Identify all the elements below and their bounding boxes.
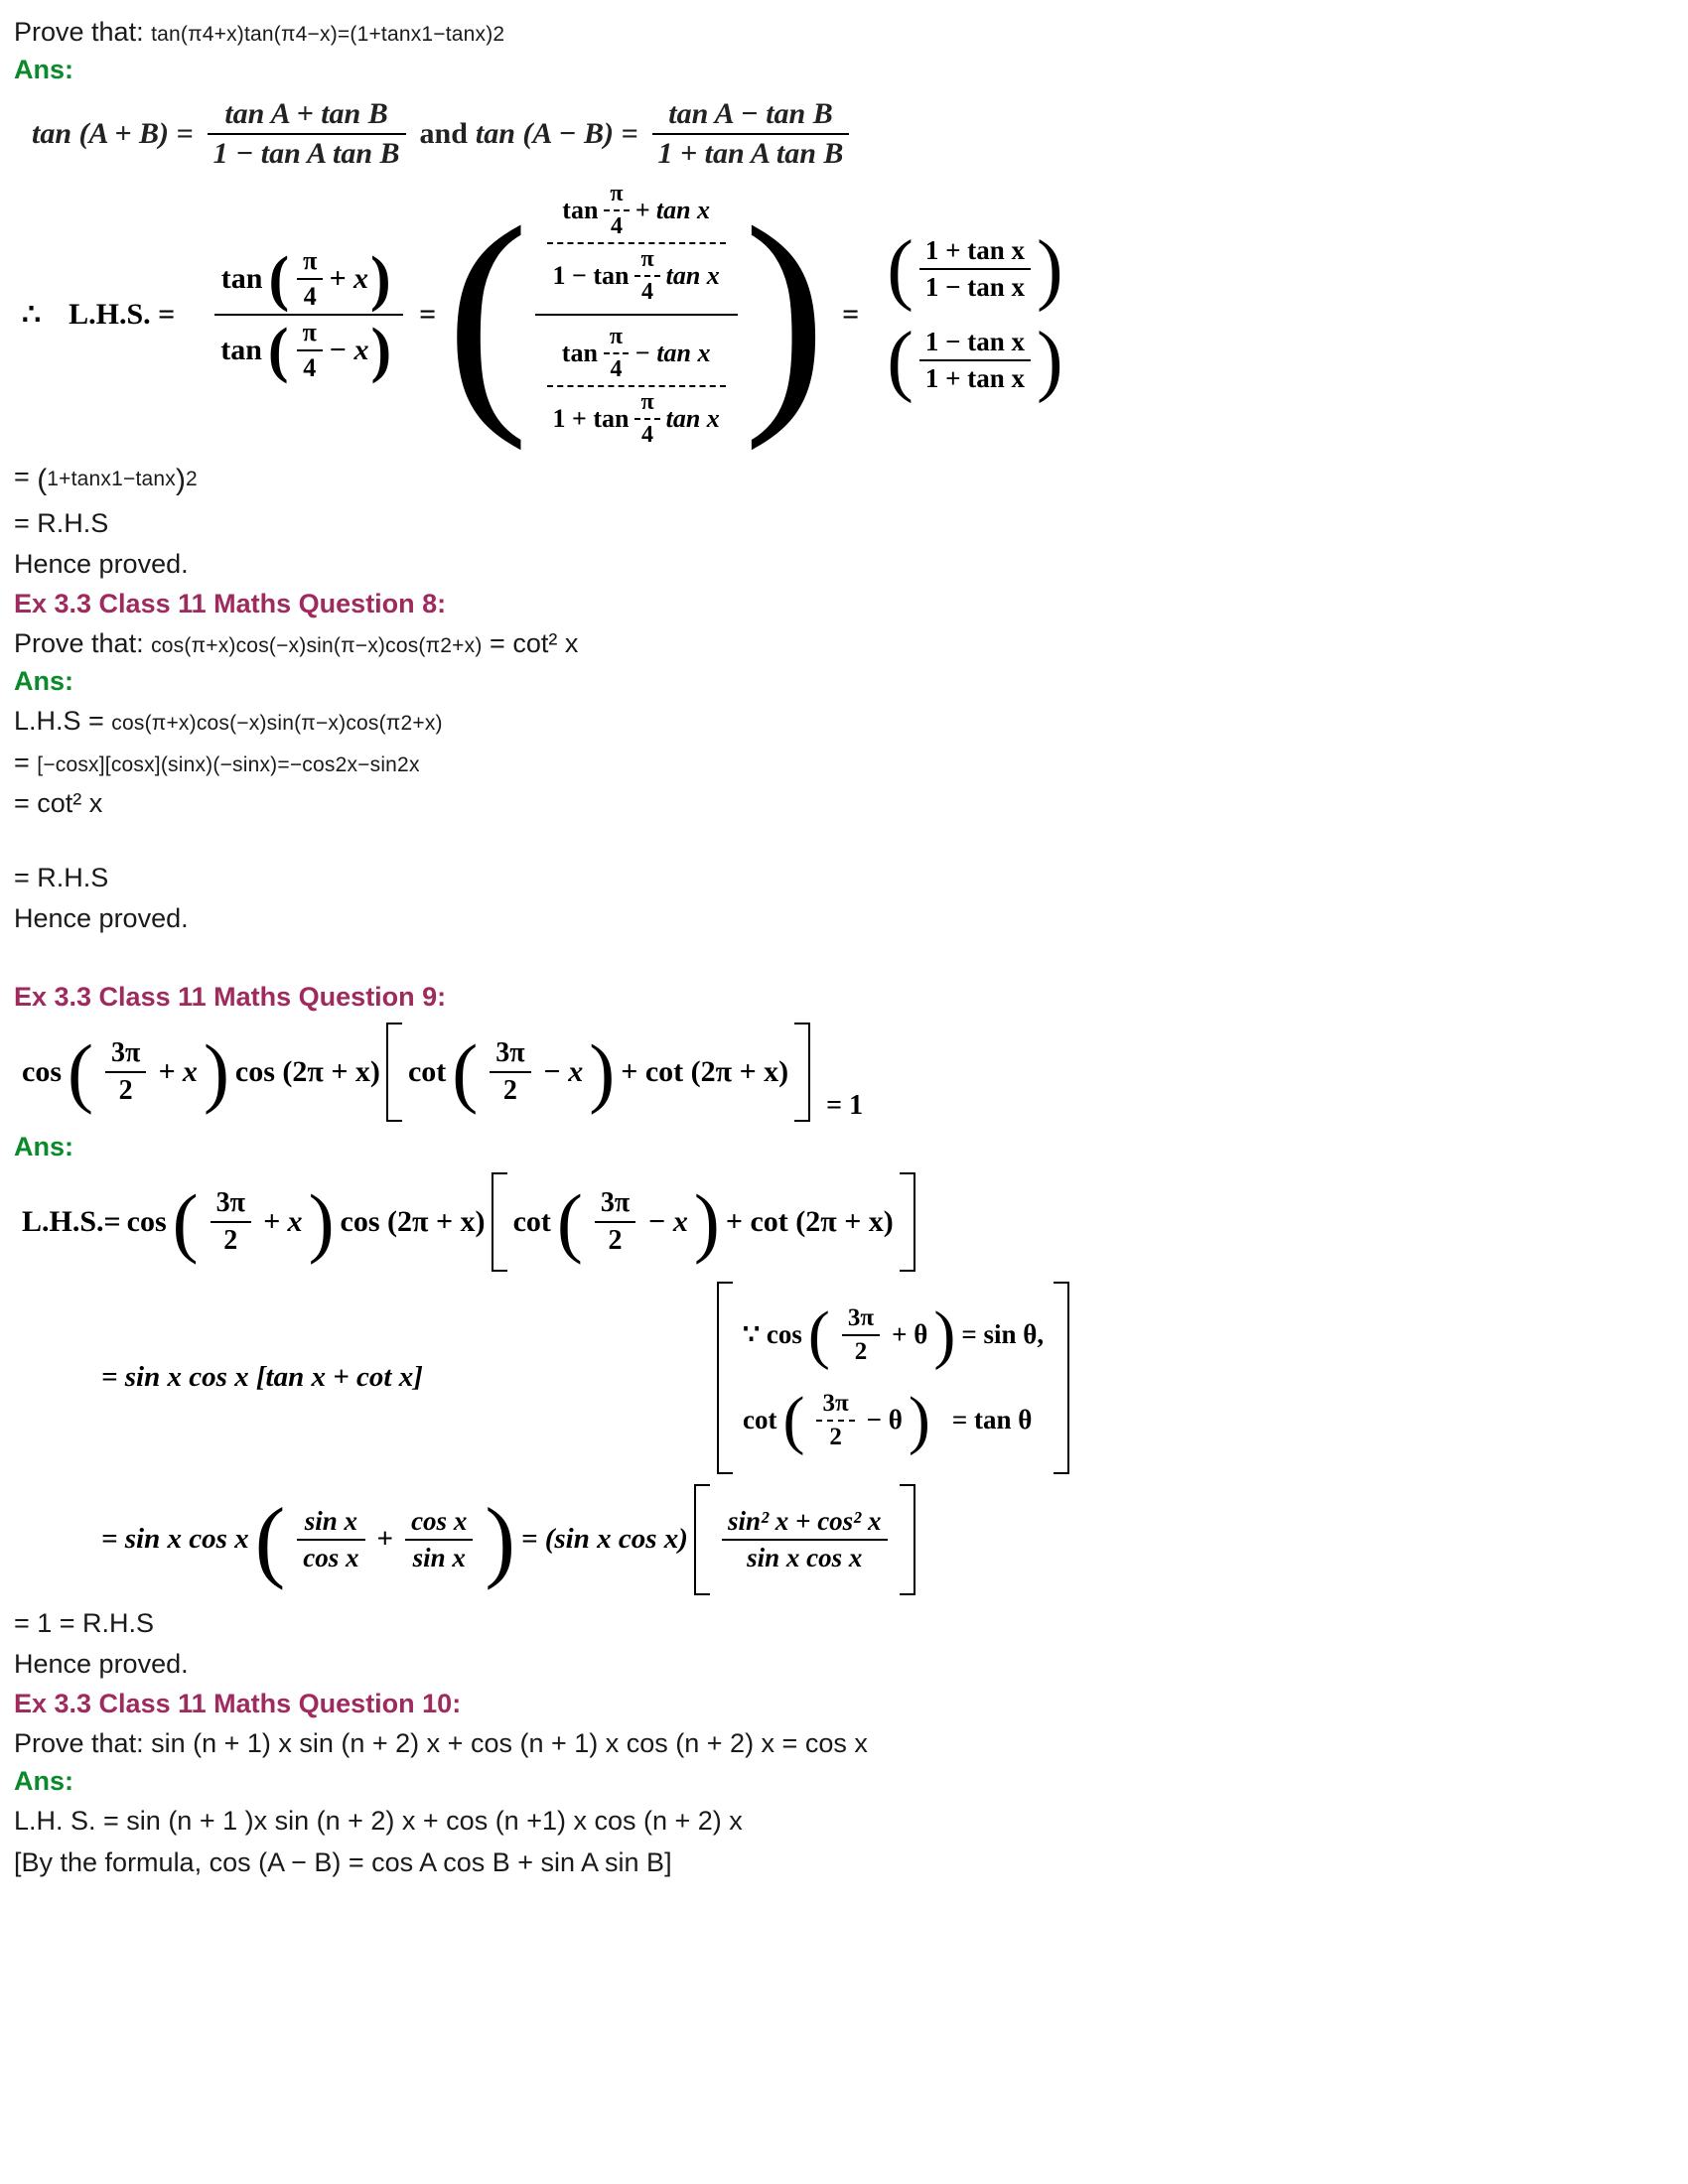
q8-prove-tail: = cot² x <box>490 628 579 659</box>
q9-lhs-frac1-num: 3π <box>211 1187 251 1223</box>
q8-prove-line <box>14 625 1662 662</box>
q9-lhs-label: L.H.S.= <box>22 1204 121 1238</box>
q7-lhs-num-tan: tan <box>220 262 263 296</box>
q9-heading: Ex 3.3 Class 11 Maths Question 9: <box>14 981 447 1012</box>
q7-big-den-bottom <box>547 387 726 449</box>
q7-therefore-symbol: ∴ <box>22 298 42 332</box>
q7-equals-1: = <box>419 298 437 332</box>
q9-note1-prefix: ∵ cos <box>743 1319 802 1350</box>
q7-lhs-denominator: tan ( $\frac{\pi}{4}$ − x ) <box>220 317 392 385</box>
q7-tanAplusB-label: tan (A + B) = <box>32 117 194 151</box>
q7-result-den-bottom: 1 + tan x <box>924 363 1025 394</box>
q9-cos-2: cos (2π + x) <box>234 1054 380 1088</box>
q7-lhs-den-minusx: − x <box>328 334 369 367</box>
q9-step-a: = sin x cos x [tan x + cot x] <box>101 1361 423 1394</box>
q9-frac1-num: 3π <box>105 1037 146 1073</box>
q8-prove-label: Prove that: <box>14 628 144 659</box>
q9-plus-x-1: + x <box>158 1054 198 1088</box>
q9-cos-1: cos <box>22 1054 62 1088</box>
q9-lhs-plus-cot: + cot (2π + x) <box>725 1204 894 1238</box>
q8-step2-line: = cot² x <box>14 787 103 818</box>
q7-big-den-bottom-head: 1 + tan <box>552 404 630 434</box>
q7-rhs-line: = R.H.S <box>14 507 109 538</box>
q7-big-den <box>535 316 738 449</box>
q9-equals-one: = 1 <box>826 1089 864 1121</box>
q7-big-compound-fraction: ( tan $\frac{\pi}{4}$ + tan x 1 − tan $\frac{\pi}{4}$ tan x tan $\frac{\pi}{4}$ − tan x 1 + tan $\frac{\pi}{4}$ tan x ) <box>446 177 827 453</box>
q7-big-den-top-4: 4 <box>610 356 623 383</box>
q8-step1-line <box>14 745 1662 781</box>
q7-big-den-top-tan: tan <box>561 339 598 368</box>
q9-frac2-den: 2 <box>502 1074 517 1106</box>
q9-result-line: = 1 = R.H.S <box>14 1607 155 1638</box>
q9-step-b-f1-den: cos x <box>303 1542 359 1572</box>
q10-ans-label: Ans: <box>14 1766 73 1797</box>
q8-step1-expression: [−cosx][cosx](sinx)(−sinx)=−cos2x−sin2x <box>37 752 420 776</box>
q9-lhs-cos-2: cos (2π + x) <box>340 1204 486 1238</box>
q7-big-num-top-plus: + tan x <box>634 196 711 225</box>
q7-lhs-label: L.H.S. = <box>69 298 176 332</box>
q7-result-den: ( $\frac{\text{1 − tan x}}{\text{1 + tan x}}$ ) <box>887 317 1063 405</box>
q9-step-b-plus: + <box>376 1523 394 1556</box>
q8-step1-prefix: = <box>14 747 38 777</box>
q9-lhs-frac2-num: 3π <box>595 1187 635 1223</box>
q10-heading: Ex 3.3 Class 11 Maths Question 10: <box>14 1689 462 1719</box>
q7-tanAplusB-denominator: 1 − tan A tan B <box>212 137 400 171</box>
q10-prove-line: Prove that: sin (n + 1) x sin (n + 2) x + cos (n + 1) x cos (n + 2) x = cos x <box>14 1728 868 1759</box>
q7-big-num-bottom-tail: tan x <box>665 261 720 291</box>
q7-lhs-den-pi: π <box>297 318 323 351</box>
q9-note2-num: 3π <box>816 1390 854 1422</box>
q9-note1-result: = sin θ, <box>961 1319 1045 1350</box>
q9-lhs-line: L.H.S.= cos ( $\frac{3\pi}{2}$ + x ) cos (2π + x) cot ( $\frac{3\pi}{2}$ − x ) + cot (2π + x) <box>22 1172 1662 1272</box>
q9-step-b-f3-den: sin x cos x <box>747 1542 863 1572</box>
q7-tanAminusB-numerator: tan A − tan B <box>652 97 850 135</box>
q7-lhs-den-4: 4 <box>303 353 317 383</box>
q8-prove-expression: cos(π+x)cos(−x)sin(π−x)cos(π2+x) <box>151 634 483 658</box>
q7-big-num-bottom-4: 4 <box>641 279 654 306</box>
q7-big-num-bottom <box>547 244 726 306</box>
q9-plus-cot: + cot (2π + x) <box>621 1054 789 1088</box>
q7-prove-label: Prove that: <box>14 17 144 47</box>
q7-tanAminusB-denominator: 1 + tan A tan B <box>657 137 844 171</box>
q7-lhs-derivation <box>22 177 1662 453</box>
q7-lhs-num-4: 4 <box>303 282 317 312</box>
q7-big-num-bottom-head: 1 − tan <box>552 261 630 291</box>
q8-hence-line: Hence proved. <box>14 903 189 934</box>
q7-ans-label: Ans: <box>14 55 73 85</box>
q10-formula-note: [By the formula, cos (A − B) = cos A cos B + sin A sin B] <box>14 1846 672 1877</box>
q7-big-num <box>535 181 738 316</box>
q9-lhs-cot-1: cot <box>512 1204 551 1238</box>
q8-lhs-expression: cos(π+x)cos(−x)sin(π−x)cos(π2+x) <box>111 712 443 736</box>
q9-lhs-plus-x: + x <box>262 1204 303 1238</box>
q7-big-den-top-minus: − tan x <box>634 339 711 368</box>
q8-rhs-line: = R.H.S <box>14 863 109 893</box>
q9-note2-prefix: cot <box>743 1405 777 1435</box>
q9-minus-x-1: − x <box>542 1054 584 1088</box>
q9-lhs-frac2-den: 2 <box>608 1224 623 1256</box>
q9-note2-result: = tan θ <box>951 1405 1033 1435</box>
q9-step-b-f1-num: sin x <box>297 1506 364 1541</box>
q9-step-b-prefix: = sin x cos x <box>101 1523 249 1556</box>
q7-tanAplusB-fraction <box>208 97 406 171</box>
q9-note1-theta: + θ <box>892 1319 928 1350</box>
q9-cot-1: cot <box>407 1054 447 1088</box>
q7-lhs-den-tan: tan <box>220 334 262 367</box>
q7-lhs-fraction <box>214 246 403 383</box>
q7-big-num-top <box>547 181 726 244</box>
q9-step-b-f2-num: cos x <box>405 1506 473 1541</box>
q9-step-b-mid: = (sin x cos x) <box>520 1523 688 1556</box>
q8-heading: Ex 3.3 Class 11 Maths Question 8: <box>14 589 447 619</box>
q7-equals-2: = <box>842 298 860 332</box>
q7-prove-line <box>14 14 1662 51</box>
q9-identity-note-row: = sin x cos x [tan x + cot x] ∵ cos ( $\frac{3\pi}{2}$ + θ ) = sin θ, cot ( $\frac{3\pi}{2}$ − θ ) = tan θ <box>22 1282 1662 1474</box>
q7-big-den-bottom-4: 4 <box>641 422 654 449</box>
q9-step-b: = sin x cos x ( $\frac{\text{sin x}}{\text{cos x}}$ + $\frac{\text{cos x}}{\text{sin x}}$ ) = (sin x cos x) $\frac{\text{sin² x + cos² x}}{\text{sin x cos x}}$ <box>22 1484 1662 1595</box>
q7-lhs-numerator: tan ( $\frac{\pi}{4}$ + x ) <box>214 246 403 316</box>
q7-hence-line: Hence proved. <box>14 548 189 579</box>
q7-result-den-top: 1 − tan x <box>919 327 1031 361</box>
q9-step-b-f2-den: sin x <box>412 1542 466 1572</box>
q9-lhs-minus-x: − x <box>647 1204 688 1238</box>
q9-note2-theta: − θ <box>866 1405 903 1435</box>
q9-statement: cos ( $\frac{3\pi}{2}$ + x ) cos (2π + x) cot ( $\frac{3\pi}{2}$ − x ) + cot (2π + x) = 1 <box>22 1023 1662 1122</box>
q10-lhs-line: L.H. S. = sin (n + 1 )x sin (n + 2) x + cos (n +1) x cos (n + 2) x <box>14 1806 743 1837</box>
q9-frac1-den: 2 <box>118 1074 133 1106</box>
q7-big-den-bottom-tail: tan x <box>665 404 720 434</box>
q9-note1-num: 3π <box>842 1304 880 1336</box>
q9-ans-label: Ans: <box>14 1131 73 1161</box>
q8-lhs-label: L.H.S = <box>14 706 112 737</box>
q9-note1-den: 2 <box>854 1337 868 1365</box>
q8-ans-label: Ans: <box>14 666 73 697</box>
q7-big-num-top-4: 4 <box>610 213 623 240</box>
q7-result-num-top: 1 + tan x <box>919 235 1031 270</box>
q7-big-num-top-pi: π <box>604 181 629 211</box>
q7-big-den-bottom-pi: π <box>634 389 659 420</box>
q9-step-b-f3-num: sin² x + cos² x <box>722 1506 888 1541</box>
q7-result-num: ( $\frac{\text{1 + tan x}}{\text{1 − tan x}}$ ) <box>887 225 1063 314</box>
q7-lhs-num-pi: π <box>297 246 323 280</box>
q9-hence-line: Hence proved. <box>14 1648 189 1679</box>
q8-lhs-line <box>14 703 1662 740</box>
q7-tanAminusB-label: tan (A − B) = <box>475 117 638 151</box>
q7-big-num-bottom-pi: π <box>634 246 659 277</box>
q7-tanAplusB-numerator: tan A + tan B <box>208 97 406 135</box>
q9-lhs-cos-1: cos <box>126 1204 167 1238</box>
q9-frac2-num: 3π <box>490 1037 530 1073</box>
q7-result-compound-fraction <box>875 225 1074 405</box>
q7-result-num-bottom: 1 − tan x <box>924 272 1025 303</box>
q7-and-word: and <box>419 117 468 151</box>
q7-tan-sum-difference-formula <box>32 97 1662 171</box>
q9-lhs-frac1-den: 2 <box>223 1224 238 1256</box>
q9-note2-den: 2 <box>829 1423 842 1450</box>
q7-tanAminusB-fraction <box>652 97 850 171</box>
q7-result-line: = (1+tanx1−tanx)2 <box>14 462 198 497</box>
q7-big-den-top <box>547 324 726 387</box>
q7-big-num-top-tan: tan <box>562 196 599 225</box>
q7-prove-expression: tan(π4+x)tan(π4−x)=(1+tanx1−tanx)2 <box>151 23 505 46</box>
q7-big-den-top-pi: π <box>604 324 629 354</box>
q7-lhs-num-plusx: + x <box>329 262 368 296</box>
